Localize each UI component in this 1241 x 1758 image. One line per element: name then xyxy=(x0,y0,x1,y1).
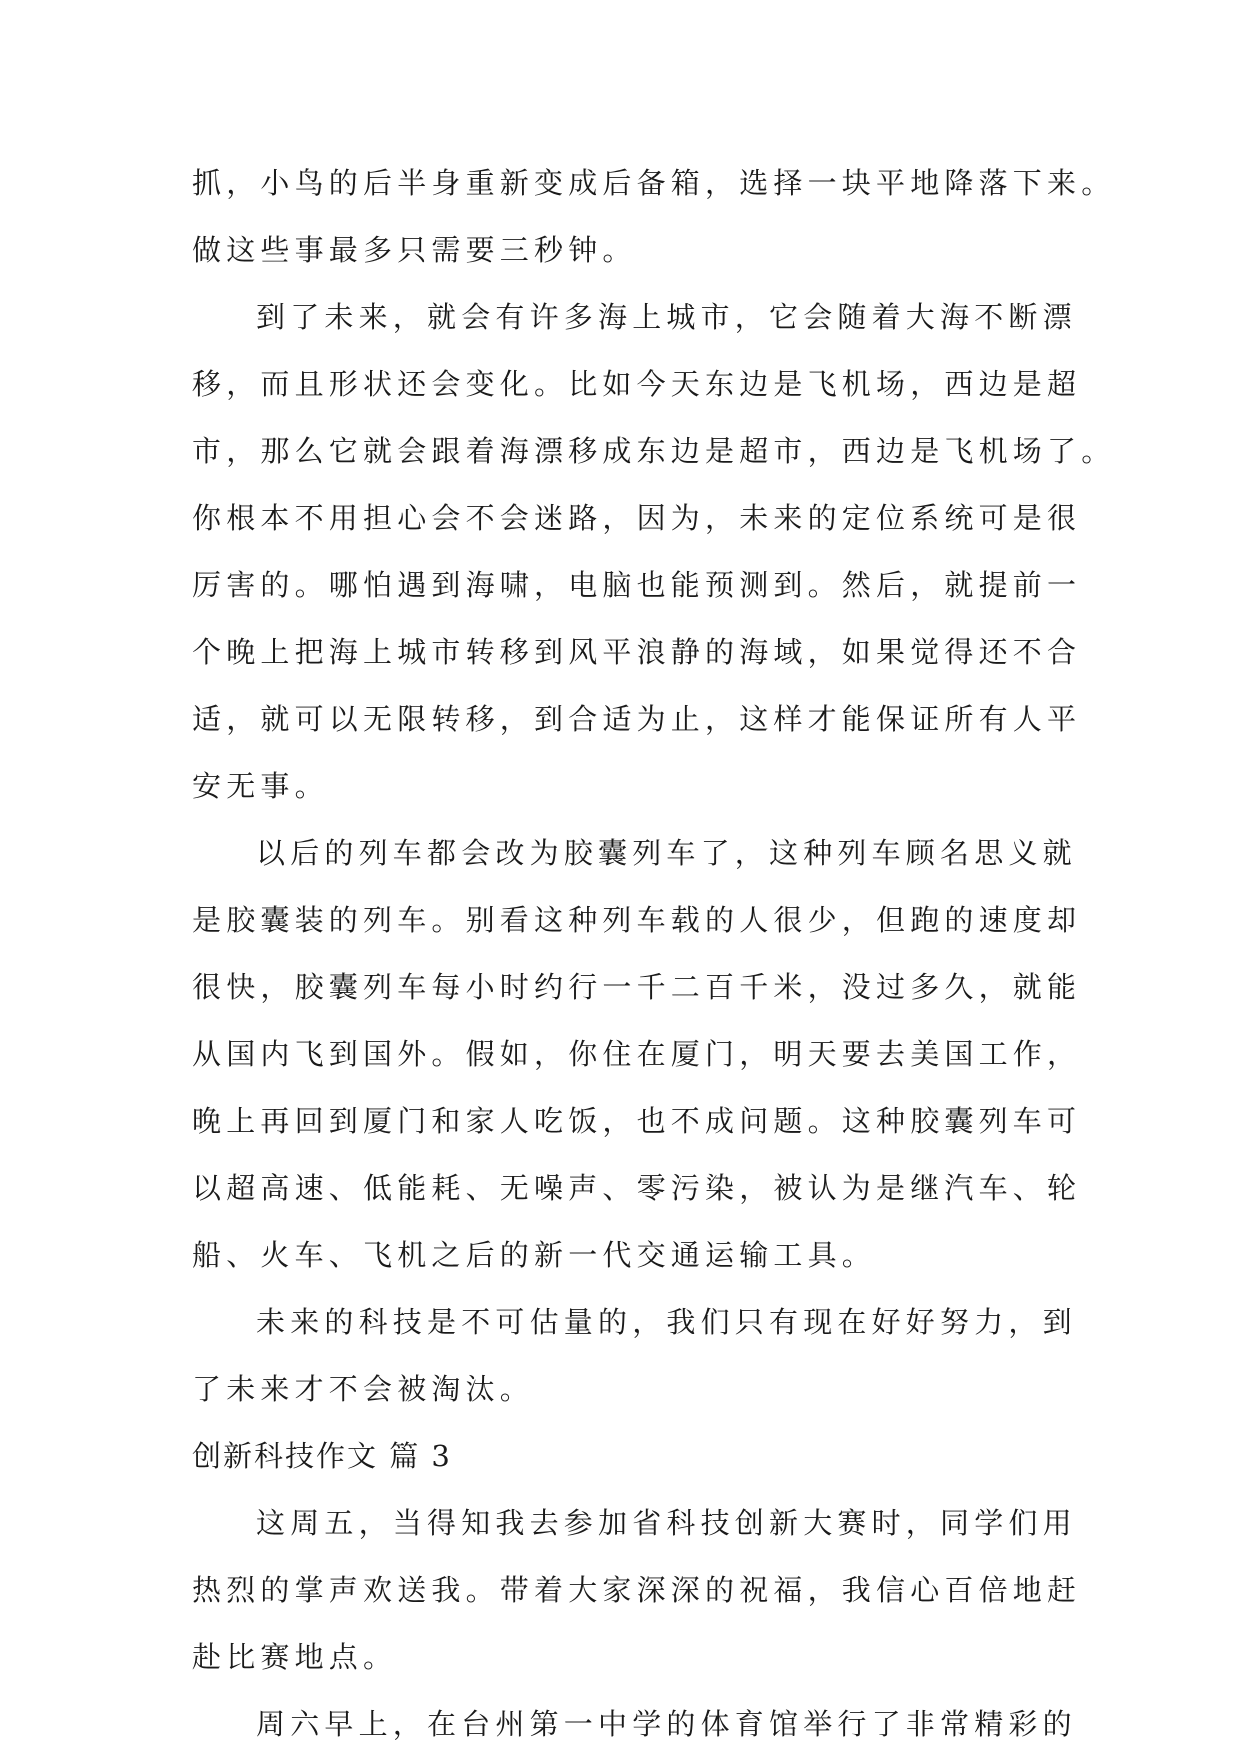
paragraph xyxy=(192,1289,1077,1423)
text-line: 这周五，当得知我去参加省科技创新大赛时，同学们用 xyxy=(256,1506,1077,1540)
text-line: 未来的科技是不可估量的，我们只有现在好好努力，到 xyxy=(256,1305,1077,1339)
text-line: 厉害的。哪怕遇到海啸，电脑也能预测到。然后，就提前一 xyxy=(192,568,1082,602)
text-line: 热烈的掌声欢送我。带着大家深深的祝福，我信心百倍地赶 xyxy=(192,1573,1082,1607)
section-heading: 创新科技作文 篇 3 xyxy=(192,1439,452,1473)
text-line: 你根本不用担心会不会迷路，因为，未来的定位系统可是很 xyxy=(192,501,1082,535)
text-line: 很快，胶囊列车每小时约行一千二百千米，没过多久，就能 xyxy=(192,970,1082,1004)
text-line: 个晚上把海上城市转移到风平浪静的海域，如果觉得还不合 xyxy=(192,635,1082,669)
text-line: 适，就可以无限转移，到合适为止，这样才能保证所有人平 xyxy=(192,702,1082,736)
text-line: 赴比赛地点。 xyxy=(192,1640,398,1674)
text-line: 安无事。 xyxy=(192,769,329,803)
text-line: 晚上再回到厦门和家人吃饭，也不成问题。这种胶囊列车可 xyxy=(192,1104,1082,1138)
paragraph xyxy=(192,1490,1082,1691)
text-line: 周六早上，在台州第一中学的体育馆举行了非常精彩的 xyxy=(256,1707,1077,1741)
text-line: 市，那么它就会跟着海漂移成东边是超市，西边是飞机场了。 xyxy=(192,434,1116,468)
text-line: 到了未来，就会有许多海上城市，它会随着大海不断漂 xyxy=(256,300,1077,334)
text-line: 是胶囊装的列车。别看这种列车载的人很少，但跑的速度却 xyxy=(192,903,1082,937)
text-line: 移，而且形状还会变化。比如今天东边是飞机场，西边是超 xyxy=(192,367,1082,401)
text-line: 以超高速、低能耗、无噪声、零污染，被认为是继汽车、轮 xyxy=(192,1171,1082,1205)
paragraph xyxy=(192,820,1082,1289)
text-line: 了未来才不会被淘汰。 xyxy=(192,1372,535,1406)
text-line: 抓，小鸟的后半身重新变成后备箱，选择一块平地降落下来。 xyxy=(192,166,1116,200)
paragraph xyxy=(192,1691,1077,1758)
text-line: 从国内飞到国外。假如，你住在厦门，明天要去美国工作， xyxy=(192,1037,1082,1071)
paragraph xyxy=(192,150,1116,284)
text-line: 以后的列车都会改为胶囊列车了，这种列车顾名思义就 xyxy=(256,836,1077,870)
paragraph xyxy=(192,284,1116,820)
text-line: 做这些事最多只需要三秒钟。 xyxy=(192,233,637,267)
document-page xyxy=(192,150,1116,1758)
text-line: 船、火车、飞机之后的新一代交通运输工具。 xyxy=(192,1238,877,1272)
